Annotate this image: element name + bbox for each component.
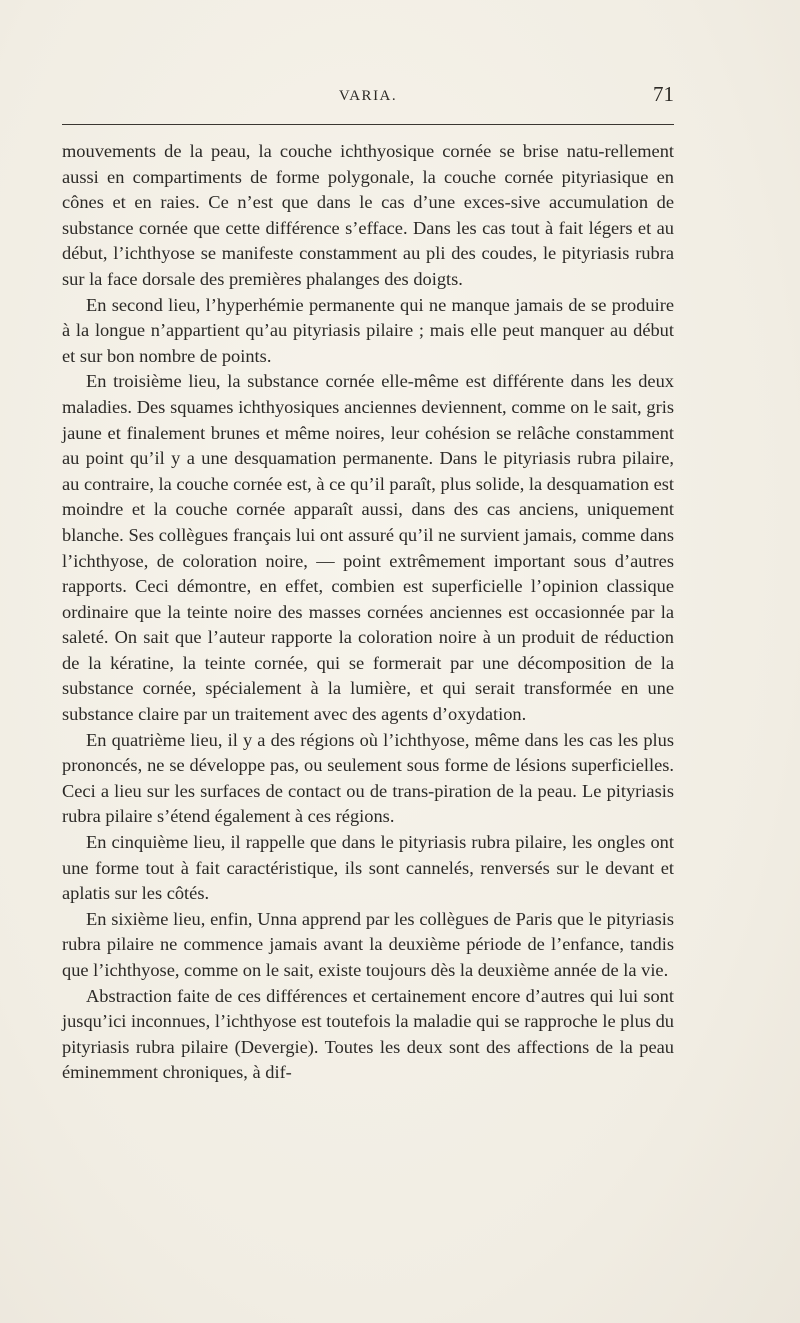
paragraph-conclusion: Abstraction faite de ces différences et certainement encore d’autres qui lui sont jusqu’ici inconnues, l’ichthyose est toutefois la maladie qui se rapproche le plus du pityriasis rubra pilaire (Devergie). Toutes les deux sont des affections de la peau éminemment chroniques, à dif- xyxy=(62,985,674,1083)
paragraph-continued: mouvements de la peau, la couche ichthyosique cornée se brise natu-rellement aussi en compartiments de forme polygonale, la couche cornée pityriasique en cônes et en raies. Ce n’est que dans le cas d’une exces-sive accumulation de substance cornée que cette différence s’efface. Dans les cas tout à fait légers et au début, l’ichthyose se manifeste constamment au pli des coudes, le pityriasis rubra sur la face dorsale des premières phalanges des doigts. xyxy=(62,141,674,289)
header-rule xyxy=(62,124,674,125)
running-title: VARIA. xyxy=(338,88,398,104)
running-head xyxy=(62,82,674,118)
body-text xyxy=(62,139,674,1086)
paragraph-fifth-point: En cinquième lieu, il rappelle que dans le pityriasis rubra pilaire, les ongles ont une forme tout à fait caractéristique, ils sont cannelés, renversés sur le devant et aplatis sur les côtés. xyxy=(62,832,674,904)
paragraph-second-point: En second lieu, l’hyperhémie permanente qui ne manque jamais de se produire à la longue n’appartient qu’au pityriasis pilaire ; mais elle peut manquer au début et sur bon nombre de points. xyxy=(62,294,674,366)
paragraph-sixth-point: En sixième lieu, enfin, Unna apprend par les collègues de Paris que le pityriasis rubra pilaire ne commence jamais avant la deuxième période de l’enfance, tandis que l’ichthyose, comme on le sait, existe toujours dès la deuxième année de la vie. xyxy=(62,908,674,980)
paragraph-fourth-point: En quatrième lieu, il y a des régions où l’ichthyose, même dans les cas les plus prononcés, ne se développe pas, ou seulement sous forme de lésions superficielles. Ceci a lieu sur les surfaces de contact ou de trans-piration de la peau. Le pityriasis rubra pilaire s’étend également à ces régions. xyxy=(62,729,674,827)
page-number: 71 xyxy=(653,82,674,106)
paragraph-third-point: En troisième lieu, la substance cornée elle-même est différente dans les deux maladies. Des squames ichthyosiques anciennes deviennent, comme on le sait, gris jaune et finalement brunes et même noires, leur cohésion se relâche constamment au point qu’il y a une desquamation permanente. Dans le pityriasis rubra pilaire, au contraire, la couche cornée est, à ce qu’il paraît, plus solide, la desquamation est moindre et la couche cornée apparaît aussi, dans des cas anciens, uniquement blanche. Ses collègues français lui ont assuré qu’il ne survient jamais, comme dans l’ichthyose, de coloration noire, — point extrêmement important sous d’autres rapports. Ceci démontre, en effet, combien est superficielle l’opinion classique ordinaire que la teinte noire des masses cornées anciennes est occasionnée par la saleté. On sait que l’auteur rapporte la coloration noire à un produit de réduction de la kératine, la teinte cornée, qui se formerait par une décomposition de la substance cornée, spécialement à la lumière, et qui serait transformée en une substance claire par un traitement avec des agents d’oxydation. xyxy=(62,371,674,725)
